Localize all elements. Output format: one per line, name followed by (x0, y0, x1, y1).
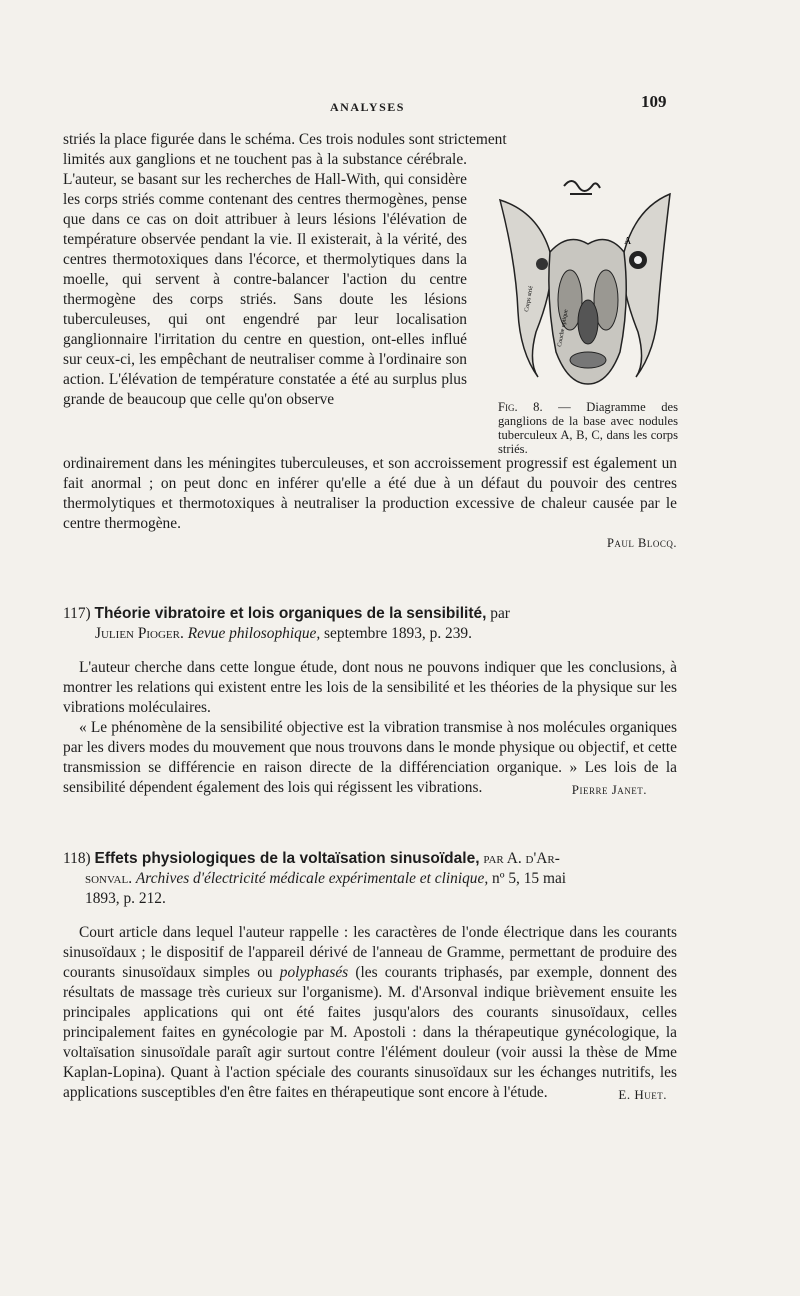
label-corps-strie: Corps strié (524, 285, 535, 313)
figure-label: Fig. 8. (498, 400, 543, 414)
article-118-heading (63, 849, 677, 869)
left-column-text: limités aux ganglions et ne touchent pas à la substance cérébrale. L'auteur, se basant sur les recherches de Hall-With, qui considère les corps striés comme contenant des centres thermogènes, pense que dans ce cas on doit attribuer à leurs lésions l'élévation de température observée pendant la vie. Il existerait, à la vérité, des centres thermotoxiques dans l'écorce, et thermolytiques dans la moelle, qui servent à contre-balancer l'action du centre thermogène des corps striés. Sans doute les lésions tuberculeuses, qui ont engendré par leur localisation ganglionnaire l'irritation du centre en question, ont-elles influé sur ceux-ci, les empêchant de neutraliser comme à l'ordinaire son action. L'élévation de température constatée a été au surplus plus grande de beaucoup que celle qu'on observe (63, 151, 467, 408)
article-118-para (63, 923, 677, 1103)
signature-huet: E. Huet. (618, 1087, 667, 1102)
figure-8 (498, 172, 678, 456)
ganglia-diagram (498, 172, 678, 392)
article-118 (63, 849, 677, 1103)
article-117-para-2: « Le phénomène de la sensibilité objective est la vibration transmise à nos molécules organiques par les divers modes du mouvement que nous trouvons dans le monde physique ou objectif, et cette transmission se différencie en raison directe de la différenciation organique. » Les lois de la sensibilité dépendent également des lois qui régissent les vibrations. (63, 719, 677, 796)
article-118-ref-1: nº 5, 15 mai (488, 870, 567, 887)
running-head: ANALYSES (330, 100, 405, 114)
article-117-reference (63, 624, 677, 644)
figure-caption (498, 400, 678, 456)
article-118-ref-2: 1893, p. 212. (85, 890, 166, 907)
article-118-par: par A. d'Ar- (479, 850, 560, 867)
article-118-reference (63, 869, 677, 889)
article-117-journal: Revue philosophique, (187, 625, 321, 642)
label-a: A (624, 236, 632, 247)
figure-caption-text: — Diagramme des ganglions de la base avec nodules tuberculeux A, B, C, dans les corps striés. (498, 400, 678, 456)
article-118-title: Effets physiologiques de la voltaïsation sinusoïdale, (94, 850, 480, 867)
article-117-ref: septembre 1893, p. 239. (320, 625, 472, 642)
full-width-text: ordinairement dans les méningites tuberculeuses, et son accroissement progressif est également un fait anormal ; on peut donc en inférer qu'elle a été due à un défaut du pouvoir des centres thermolytiques et thermotoxiques à neutraliser la production excessive de chaleur causée par le centre thermogène. (63, 455, 677, 532)
label-couche-optique: Couche optique (557, 309, 570, 348)
article-117-para-1: L'auteur cherche dans cette longue étude, dont nous ne pouvons indiquer que les conclusions, à montrer les relations qui existent entre les lois de la sensibilité et les théories de la physique sur les vibrations moléculaires. (63, 659, 677, 716)
article-118-para-b: (les courants triphasés, par exemple, donnent des résultats de massage très curieux sur l'organisme). M. d'Arsonval indique brièvement ensuite les principales applications qui ont été faites jusqu'alors des courants sinusoïdaux, celles principalement faites en gynécologie par M. Apostoli : dans la thérapeutique gynécologique, la voltaïsation sinusoïdale paraît agir surtout contre l'élément douleur (voir aussi la thèse de Mme Kaplan-Lopina). Quant à l'action spéciale des courants sinusoïdaux sur les échanges nutritifs, les applications susceptibles d'en être faites en thérapeutique sont encore à l'étude. (63, 964, 677, 1101)
signature-blocq: Paul Blocq. (606, 536, 677, 550)
article-118-polyphases: polyphasés (279, 964, 349, 981)
article-118-para-a: Court article dans lequel l'auteur rappelle : les caractères de l'onde électrique dans les courants sinusoïdaux ; le dispositif de l'appareil dérivé de l'anneau de Gramme, permettant de produire des courants sinusoïdaux simples ou (63, 924, 677, 981)
article-118-number: 118) (63, 850, 91, 867)
article-118-author: sonval. (85, 870, 133, 887)
first-line: striés la place figurée dans le schéma. Ces trois nodules sont strictement (63, 131, 507, 148)
page-number: 109 (641, 92, 667, 111)
article-117-author: Julien Pioger. (95, 625, 184, 642)
article-118-journal: Archives d'électricité médicale expérimentale et clinique, (135, 870, 489, 887)
article-117-par: par (486, 605, 510, 622)
article-117-heading (63, 604, 677, 624)
article-117-number: 117) (63, 605, 91, 622)
article-117 (63, 604, 677, 798)
signature-janet: Pierre Janet. (571, 782, 647, 797)
article-117-title: Théorie vibratoire et lois organiques de la sensibilité, (94, 605, 487, 622)
